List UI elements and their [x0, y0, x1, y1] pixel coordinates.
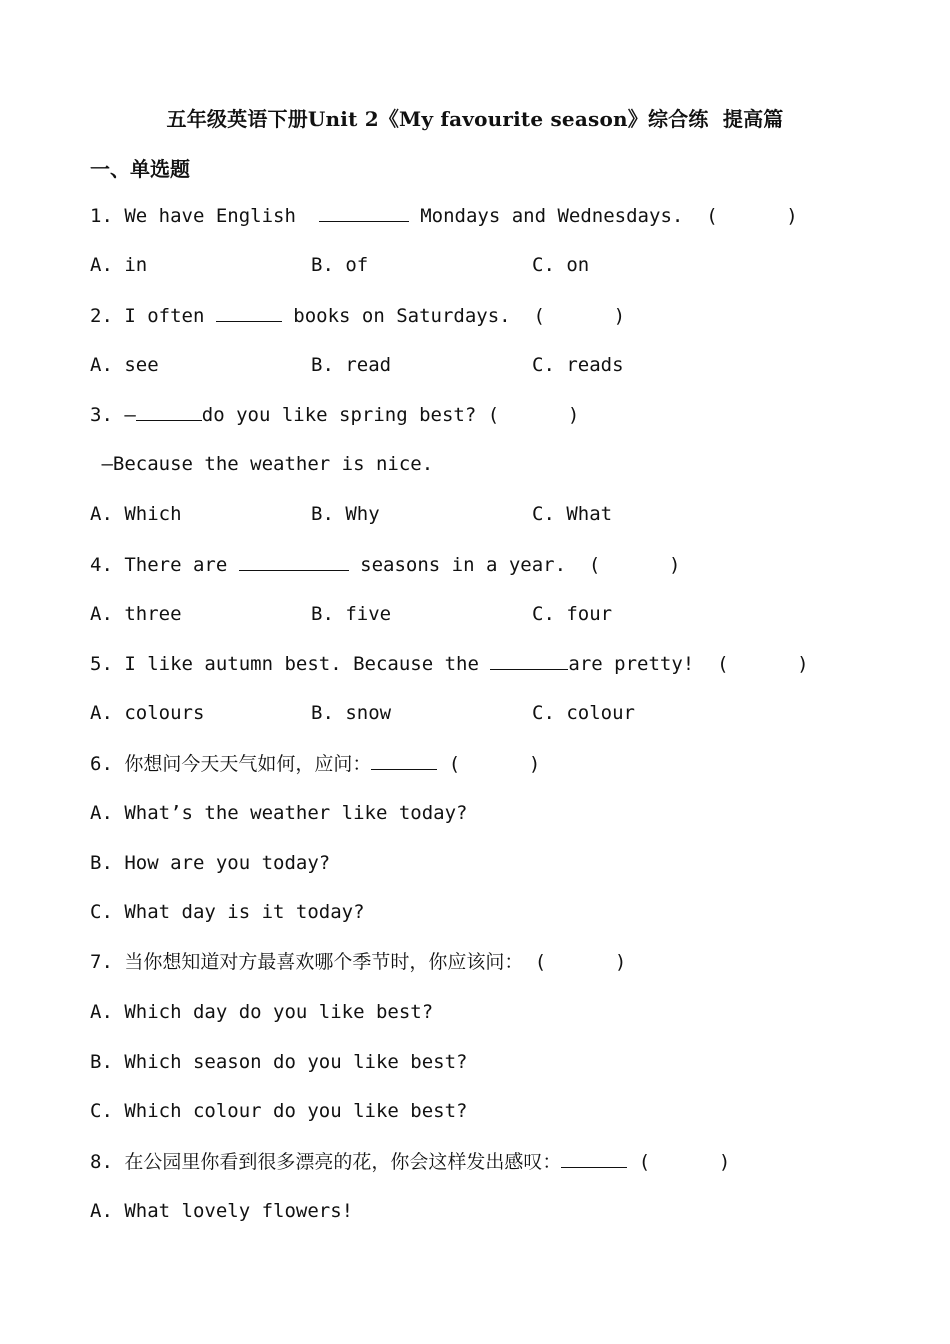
option-a: A. Which	[90, 503, 182, 525]
answer-blank	[371, 751, 437, 770]
question-4	[90, 552, 680, 576]
question-text: 1. We have English	[90, 205, 319, 227]
option-b: B. of	[311, 254, 369, 276]
option-c: C. What day is it today?	[90, 901, 365, 923]
option-c: C. on	[532, 254, 590, 276]
question-3	[90, 402, 579, 426]
question-text: seasons in a year. ( )	[348, 554, 681, 576]
answer-blank	[490, 651, 568, 670]
question-5	[90, 651, 809, 675]
question-text: 8. 在公园里你看到很多漂亮的花，你会这样发出感叹：	[90, 1151, 562, 1173]
option-b: B. How are you today?	[90, 852, 331, 874]
option-a: A. colours	[90, 702, 205, 724]
option-a: A. see	[90, 354, 159, 376]
question-2	[90, 303, 625, 327]
question-text: are pretty! ( )	[568, 653, 809, 675]
question-text: 2. I often	[90, 305, 216, 327]
question-6	[90, 751, 540, 775]
answer-blank	[239, 552, 349, 571]
option-a: A. What lovely flowers!	[90, 1200, 354, 1222]
answer-blank	[216, 303, 282, 322]
option-c: C. Which colour do you like best?	[90, 1100, 468, 1122]
question-1	[90, 203, 798, 227]
option-c: C. four	[532, 603, 613, 625]
option-a: A. What’s the weather like today?	[90, 802, 468, 824]
question-3-reply: —Because the weather is nice.	[90, 453, 434, 475]
question-text: ( )	[437, 753, 541, 775]
option-b: B. read	[311, 354, 392, 376]
question-text: Mondays and Wednesdays. ( )	[408, 205, 798, 227]
option-c: C. What	[532, 503, 613, 525]
question-text: 4. There are	[90, 554, 239, 576]
option-b: B. Why	[311, 503, 380, 525]
option-a: A. Which day do you like best?	[90, 1001, 434, 1023]
option-c: C. colour	[532, 702, 635, 724]
answer-blank	[561, 1149, 627, 1168]
option-c: C. reads	[532, 354, 624, 376]
option-b: B. Which season do you like best?	[90, 1051, 468, 1073]
answer-blank	[136, 402, 202, 421]
section-heading: 一、单选题	[90, 157, 190, 181]
option-b: B. five	[311, 603, 392, 625]
question-7	[90, 950, 626, 974]
question-text: 6. 你想问今天天气如何，应问：	[90, 753, 372, 775]
question-text: 5. I like autumn best. Because the	[90, 653, 491, 675]
question-8	[90, 1149, 730, 1173]
question-text: 3. —	[90, 404, 136, 426]
option-a: A. three	[90, 603, 182, 625]
question-text: books on Saturdays. ( )	[281, 305, 626, 327]
option-b: B. snow	[311, 702, 392, 724]
question-text: 7. 当你想知道对方最喜欢哪个季节时，你应该问： ( )	[90, 951, 627, 973]
option-a: A. in	[90, 254, 148, 276]
page-title: 五年级英语下册Unit 2《My favourite season》综合练 提高篇	[166, 107, 784, 131]
answer-blank	[319, 203, 409, 222]
question-text: ( )	[627, 1151, 731, 1173]
question-text: do you like spring best? ( )	[201, 404, 580, 426]
